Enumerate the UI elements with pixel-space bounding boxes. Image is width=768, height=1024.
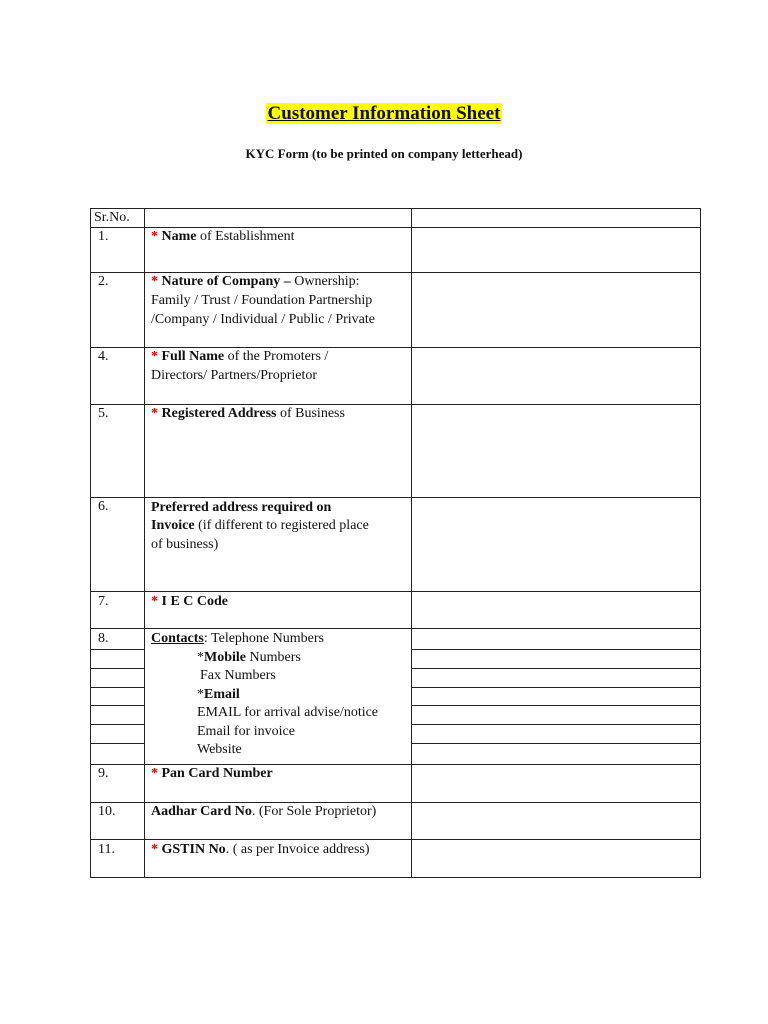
value-cell-aadhar-card[interactable] (412, 803, 700, 839)
field-label-preferred-address: Preferred address required on (151, 500, 332, 515)
required-asterisk: * (151, 594, 158, 609)
field-label-email: *Email (197, 687, 240, 702)
sr-no-4: 4. (98, 349, 109, 364)
sr-no-2: 2. (98, 274, 109, 289)
sr-no-9: 9. (98, 766, 109, 781)
sr-no-1: 1. (98, 229, 109, 244)
value-cell-registered-address[interactable] (412, 405, 700, 497)
required-asterisk: * (151, 229, 158, 244)
field-label-full-name-line2: Directors/ Partners/Proprietor (151, 368, 318, 383)
field-label-pan-card: * Pan Card Number (151, 766, 273, 781)
field-label-website: Website (197, 742, 242, 757)
field-label-preferred-address-line3: of business) (151, 537, 219, 552)
subrow-divider (90, 649, 144, 650)
required-asterisk: * (151, 274, 158, 289)
value-cell-email-invoice[interactable] (412, 725, 700, 743)
field-label-registered-address: * Registered Address of Business (151, 406, 345, 421)
value-cell-mobile[interactable] (412, 650, 700, 668)
field-label-iec-code: * I E C Code (151, 594, 229, 609)
kyc-form-table (90, 208, 701, 878)
value-cell-nature-of-company[interactable] (412, 273, 700, 347)
field-label-nature-line2: Family / Trust / Foundation Partnership (151, 293, 373, 308)
table-border-right (700, 208, 701, 878)
table-border-left (90, 208, 91, 878)
sr-no-8: 8. (98, 631, 109, 646)
value-cell-name[interactable] (412, 228, 700, 272)
sr-no-7: 7. (98, 594, 109, 609)
field-label-name: * Name of Establishment (151, 229, 295, 244)
field-label-contacts: Contacts: Telephone Numbers (151, 631, 324, 646)
field-label-full-name: * Full Name of the Promoters / (151, 349, 329, 364)
subrow-divider (90, 724, 144, 725)
value-cell-pan-card[interactable] (412, 765, 700, 802)
document-title (0, 103, 768, 125)
header-sr-no: Sr.No. (94, 210, 130, 225)
required-asterisk: * (151, 842, 158, 857)
document-subtitle: KYC Form (to be printed on company letterhead) (245, 146, 523, 161)
sr-no-11: 11. (98, 842, 115, 857)
sr-no-5: 5. (98, 406, 109, 421)
field-label-mobile: *Mobile Numbers (197, 650, 301, 665)
field-label-preferred-address-line2: Invoice (if different to registered place (151, 518, 369, 533)
value-cell-email-arrival[interactable] (412, 706, 700, 724)
subrow-divider (90, 668, 144, 669)
field-label-email-arrival: EMAIL for arrival advise/notice (197, 705, 379, 720)
subrow-divider (90, 687, 144, 688)
required-asterisk: * (151, 766, 158, 781)
required-asterisk: * (151, 406, 158, 421)
field-label-aadhar-card: Aadhar Card No. (For Sole Proprietor) (151, 804, 377, 819)
row-divider (90, 877, 701, 878)
field-label-gstin: * GSTIN No. ( as per Invoice address) (151, 842, 370, 857)
sr-no-10: 10. (98, 804, 116, 819)
document-title-text: Customer Information Sheet (267, 103, 501, 124)
value-cell-full-name[interactable] (412, 348, 700, 404)
value-cell-gstin[interactable] (412, 840, 700, 877)
value-cell-website[interactable] (412, 744, 700, 764)
subrow-divider (90, 743, 144, 744)
value-cell-telephone[interactable] (412, 629, 700, 649)
column-divider-sr (144, 208, 145, 878)
sr-no-6: 6. (98, 499, 109, 514)
field-label-email-invoice: Email for invoice (197, 724, 295, 739)
required-asterisk: * (151, 349, 158, 364)
value-cell-iec-code[interactable] (412, 592, 700, 628)
field-label-nature-of-company: * Nature of Company – Ownership: (151, 274, 360, 289)
value-cell-preferred-address[interactable] (412, 498, 700, 591)
field-label-fax: Fax Numbers (200, 668, 276, 683)
row-divider (90, 208, 701, 209)
value-cell-email[interactable] (412, 688, 700, 705)
value-cell-fax[interactable] (412, 669, 700, 687)
subrow-divider (90, 705, 144, 706)
field-label-nature-line3: /Company / Individual / Public / Private (151, 312, 375, 327)
